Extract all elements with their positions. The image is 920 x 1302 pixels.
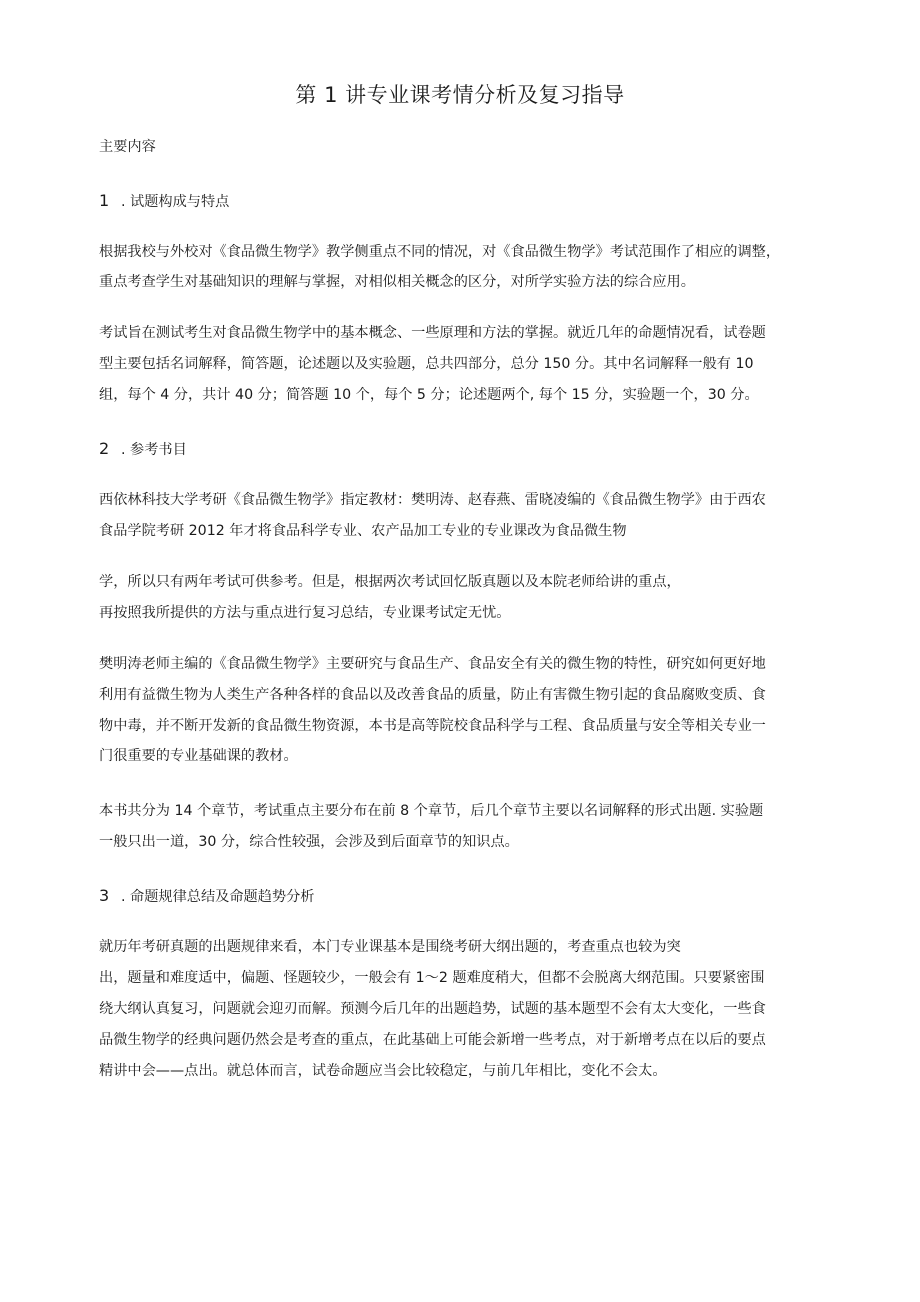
section-title: . 参考书目 [121,442,187,458]
section-title: . 命题规律总结及命题趋势分析 [121,889,315,905]
paragraph-line: 门很重要的专业基础课的教材。 [99,748,298,764]
paragraph-line: 一般只出一道，30 分，综合性较强，会涉及到后面章节的知识点。 [99,834,519,850]
paragraph-line: 物中毒，并不断开发新的食品微生物资源，本书是高等院校食品科学与工程、食品质量与安全等相关专业一 [99,718,766,734]
section-number: 3 [99,886,110,905]
paragraph-line: 组，每个 4 分，共计 40 分；简答题 10 个，每个 5 分；论述题两个, 每个 15 分，实验题一个，30 分。 [99,387,759,403]
intro-label: 主要内容 [99,139,156,155]
paragraph-line: 品微生物学的经典问题仍然会是考查的重点，在此基础上可能会新增一些考点，对于新增考点在以后的要点 [99,1032,766,1048]
paragraph-line: 出，题量和难度适中，偏题、怪题较少，一般会有 1〜2 题难度稍大，但都不会脱离大纲范围。只要紧密围 [99,970,765,986]
section-number: 2 [99,439,110,458]
paragraph-line: 考试旨在测试考生对食品微生物学中的基本概念、一些原理和方法的掌握。就近几年的命题情况看，试卷题 [99,325,766,341]
paragraph-line: 食品学院考研 2012 年才将食品科学专业、农产品加工专业的专业课改为食品微生物 [99,523,627,539]
section-heading-2 [99,439,187,460]
paragraph-line: 再按照我所提供的方法与重点进行复习总结，专业课考试定无忧。 [99,605,511,621]
section-title: . 试题构成与特点 [121,194,230,210]
paragraph-line: 精讲中会——点出。就总体而言，试卷命题应当会比较稳定，与前几年相比，变化不会太。 [99,1063,667,1079]
paragraph-line: 型主要包括名词解释，简答题，论述题以及实验题，总共四部分，总分 150 分。其中名词解释一般有 10 [99,356,754,372]
paragraph-line: 樊明涛老师主编的《食品微生物学》主要研究与食品生产、食品安全有关的微生物的特性，研究如何更好地 [99,656,766,672]
paragraph-line: 绕大纲认真复习，问题就会迎刃而解。预测今后几年的出题趋势，试题的基本题型不会有太大变化，一些食 [99,1001,766,1017]
page-title: 第 1 讲专业课考情分析及复习指导 [295,83,625,107]
paragraph-line: 利用有益微生物为人类生产各种各样的食品以及改善食品的质量，防止有害微生物引起的食品腐败变质、食 [99,687,766,703]
paragraph-line: 就历年考研真题的出题规律来看，本门专业课基本是围绕考研大纲出题的，考查重点也较为突 [99,939,681,955]
paragraph-line: 根据我校与外校对《食品微生物学》教学侧重点不同的情况，对《食品微生物学》考试范围作了相应的调整， [99,244,781,260]
paragraph-line: 本书共分为 14 个章节，考试重点主要分布在前 8 个章节，后几个章节主要以名词解释的形式出题. 实验题 [99,803,764,819]
paragraph-line: 重点考查学生对基础知识的理解与掌握，对相似相关概念的区分，对所学实验方法的综合应用。 [99,274,695,290]
section-number: 1 [99,191,110,210]
section-heading-3 [99,886,314,907]
paragraph-line: 学，所以只有两年考试可供参考。但是，根据两次考试回忆版真题以及本院老师给讲的重点， [99,574,681,590]
paragraph-line: 西依林科技大学考研《食品微生物学》指定教材：樊明涛、赵春燕、雷晓凌编的《食品微生物学》由于西农 [99,492,766,508]
section-heading-1 [99,191,229,212]
